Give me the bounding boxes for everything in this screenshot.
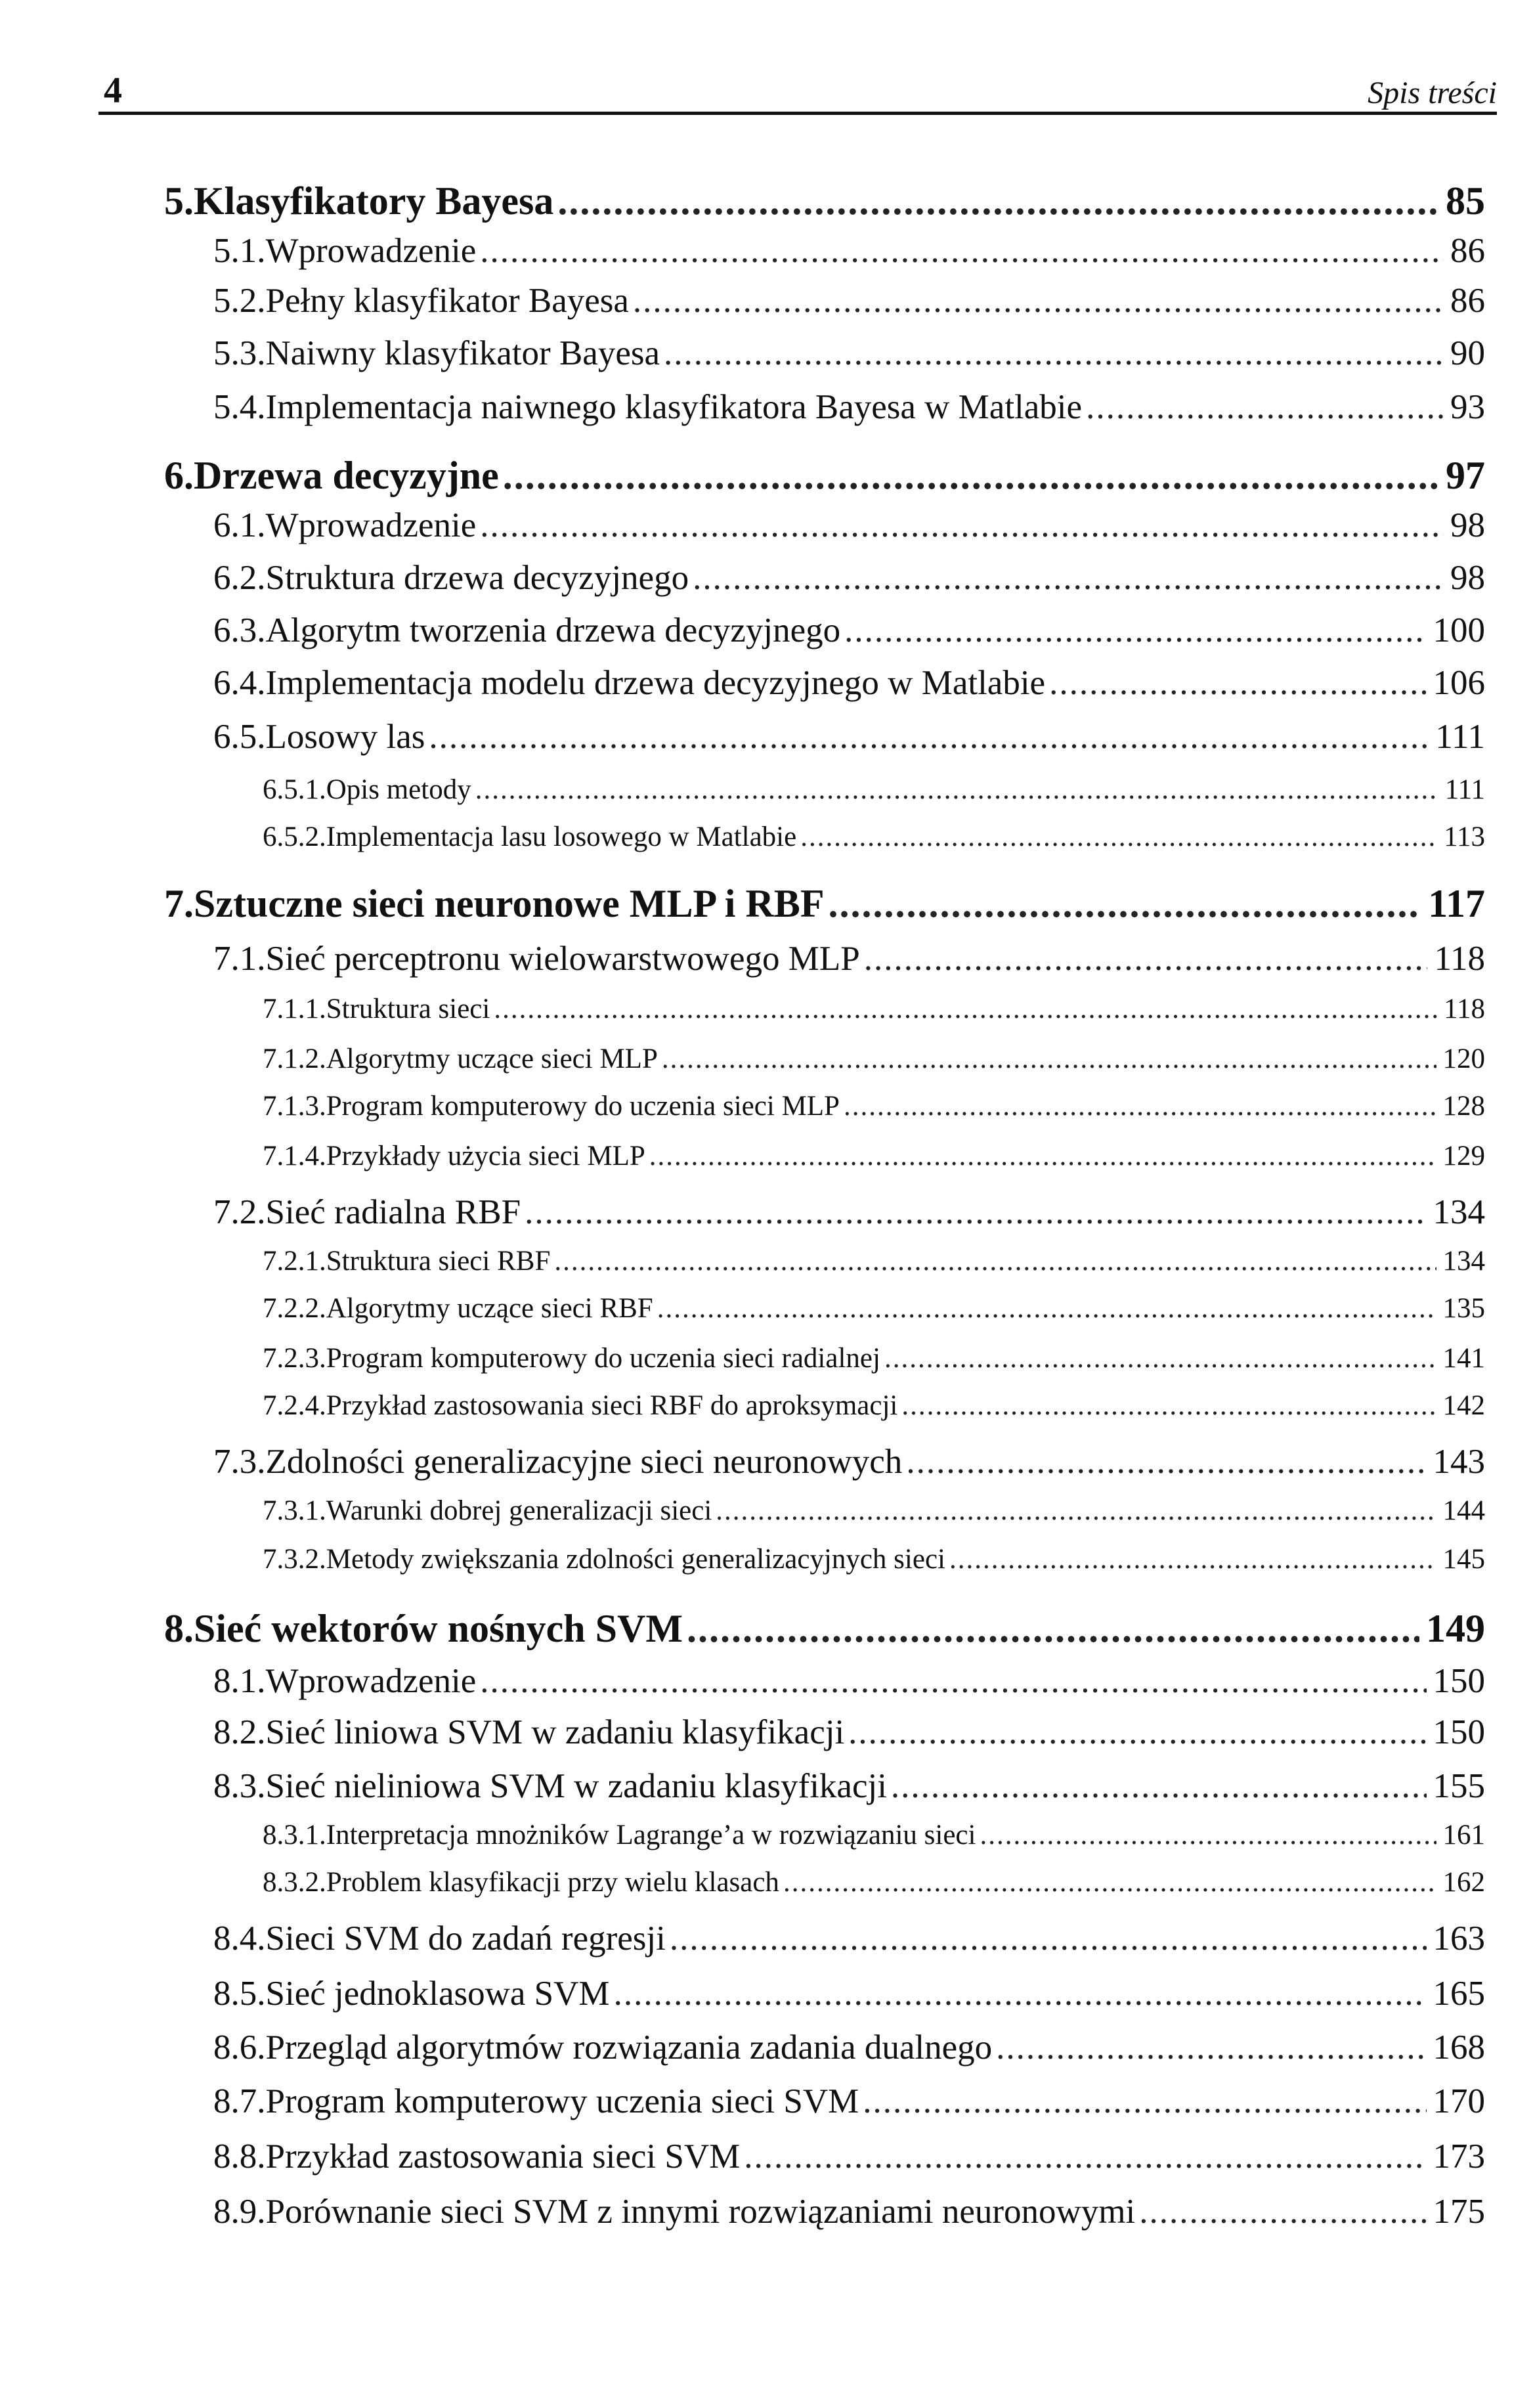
toc-entry-title: Metody zwiększania zdolności generalizacyjnych sieci — [326, 1544, 945, 1575]
toc-entry-number: 8.5. — [213, 1975, 266, 2013]
dot-leader — [1086, 387, 1444, 427]
toc-entry-title: Algorytmy uczące sieci MLP — [326, 1043, 658, 1074]
dot-leader — [693, 558, 1444, 598]
toc-entry-title: Sieć radialna RBF — [265, 1193, 521, 1231]
dot-leader — [687, 1606, 1419, 1652]
toc-entry — [213, 2192, 1485, 2231]
toc-entry-title: Sieć wektorów nośnych SVM — [194, 1607, 683, 1650]
dot-leader — [800, 821, 1437, 853]
toc-entry-page: 162 — [1442, 1867, 1485, 1898]
toc-entry — [213, 2137, 1485, 2176]
toc-entry-number: 8.8. — [213, 2137, 266, 2176]
toc-entry-page: 135 — [1442, 1293, 1485, 1324]
dot-leader — [848, 1713, 1426, 1752]
toc-entry-number: 6.5.1. — [263, 774, 326, 805]
toc-entry-number: 8.4. — [213, 1919, 266, 1958]
dot-leader — [884, 1342, 1436, 1374]
page-number: 4 — [104, 70, 122, 111]
dot-leader — [716, 1495, 1436, 1527]
toc-entry-number: 7.1.3. — [263, 1091, 326, 1122]
toc-entry-number: 7.2.1. — [263, 1246, 326, 1277]
toc-entry-title: Przykład zastosowania sieci SVM — [265, 2137, 741, 2176]
toc-entry-number: 7.3.1. — [263, 1495, 326, 1526]
dot-leader — [1139, 2192, 1426, 2231]
toc-entry — [213, 1766, 1485, 1806]
toc-entry — [213, 1193, 1485, 1232]
toc-entry-page: 161 — [1442, 1820, 1485, 1850]
toc-entry-page: 155 — [1433, 1767, 1485, 1805]
toc-entry-page: 118 — [1434, 940, 1485, 978]
toc-entry — [263, 774, 1485, 806]
toc-entry-title: Wprowadzenie — [265, 1662, 477, 1700]
toc-entry-page: 165 — [1433, 1975, 1485, 2013]
toc-entry-number: 8.3.2. — [263, 1867, 326, 1898]
toc-entry-page: 163 — [1433, 1919, 1485, 1958]
toc-entry-title: Losowy las — [265, 718, 425, 756]
toc-entry-title: Program komputerowy do uczenia sieci radialnej — [326, 1343, 880, 1374]
toc-entry-number: 5.3. — [213, 334, 266, 372]
dot-leader — [828, 881, 1421, 927]
toc-entry — [263, 993, 1485, 1025]
dot-leader — [633, 281, 1444, 320]
dot-leader — [864, 939, 1428, 978]
toc-entry-page: 86 — [1450, 282, 1485, 320]
toc-entry-page: 143 — [1433, 1443, 1485, 1481]
toc-entry — [213, 2082, 1485, 2121]
toc-entry-page: 141 — [1442, 1343, 1485, 1374]
dot-leader — [949, 1543, 1436, 1575]
toc-entry-title: Sieci SVM do zadań regresji — [265, 1919, 666, 1958]
toc-entry-title: Porównanie sieci SVM z innymi rozwiązaniami neuronowymi — [265, 2193, 1136, 2231]
toc-entry-title: Sztuczne sieci neuronowe MLP i RBF — [194, 882, 825, 925]
toc-entry-number: 7.2.2. — [263, 1293, 326, 1324]
toc-entry-title: Struktura sieci RBF — [326, 1246, 551, 1277]
toc-entry — [263, 1866, 1485, 1898]
toc-entry — [213, 2028, 1485, 2067]
toc-entry — [263, 1090, 1485, 1122]
toc-entry-page: 120 — [1442, 1043, 1485, 1074]
toc-entry-number: 6.4. — [213, 664, 266, 702]
toc-entry-title: Problem klasyfikacji przy wielu klasach — [326, 1867, 779, 1898]
toc-entry-number: 8.3.1. — [263, 1820, 326, 1850]
toc-entry-number: 7.2.4. — [263, 1390, 326, 1421]
toc-entry-number: 7.1. — [213, 940, 266, 978]
toc-entry-title: Sieć jednoklasowa SVM — [265, 1975, 610, 2013]
toc-entry-number: 7.1.2. — [263, 1043, 326, 1074]
dot-leader — [844, 1090, 1436, 1122]
toc-entry-title: Sieć perceptronu wielowarstwowego MLP — [265, 940, 860, 978]
toc-entry-number: 6.5. — [213, 718, 266, 756]
dot-leader — [783, 1866, 1436, 1898]
toc-entry-page: 168 — [1433, 2028, 1485, 2067]
toc-entry-title: Opis metody — [326, 774, 471, 805]
toc-entry — [213, 334, 1485, 373]
toc-entry-title: Wprowadzenie — [265, 506, 477, 544]
toc-entry-page: 118 — [1444, 994, 1485, 1024]
toc-entry-number: 5. — [164, 179, 194, 223]
toc-entry-page: 175 — [1433, 2193, 1485, 2231]
dot-leader — [480, 506, 1444, 545]
toc-entry-number: 8. — [164, 1607, 194, 1650]
toc-entry-page: 100 — [1433, 611, 1485, 649]
dot-leader — [480, 1661, 1426, 1701]
toc-entry — [263, 1043, 1485, 1075]
toc-entry-title: Warunki dobrej generalizacji sieci — [326, 1495, 712, 1526]
dot-leader — [557, 179, 1439, 224]
toc-entry-number: 7.1.4. — [263, 1141, 326, 1171]
toc-entry-page: 170 — [1433, 2082, 1485, 2120]
toc-entry-number: 8.9. — [213, 2193, 266, 2231]
toc-entry-number: 7.3. — [213, 1443, 266, 1481]
toc-entry-number: 5.1. — [213, 232, 266, 270]
toc-entry-number: 7.2.3. — [263, 1343, 326, 1374]
toc-entry-page: 142 — [1442, 1390, 1485, 1421]
toc-entry — [263, 821, 1485, 853]
toc-entry — [164, 453, 1485, 498]
toc-entry — [213, 717, 1485, 756]
toc-entry-page: 97 — [1446, 454, 1485, 497]
toc-entry-number: 8.6. — [213, 2028, 266, 2067]
toc-entry — [263, 1390, 1485, 1422]
toc-entry-number: 5.4. — [213, 388, 266, 426]
toc-entry-title: Przykład zastosowania sieci RBF do aproksymacji — [326, 1390, 898, 1421]
toc-entry-number: 6.2. — [213, 559, 266, 597]
toc-entry — [213, 387, 1485, 427]
toc-entry-title: Sieć nieliniowa SVM w zadaniu klasyfikacji — [265, 1767, 887, 1805]
dot-leader — [980, 1819, 1436, 1851]
toc-entry — [213, 506, 1485, 545]
toc-entry — [164, 881, 1485, 927]
toc-entry-number: 7.2. — [213, 1193, 266, 1231]
toc-entry-page: 113 — [1444, 821, 1485, 852]
toc-entry-page: 145 — [1442, 1544, 1485, 1575]
toc-entry-title: Przykłady użycia sieci MLP — [326, 1141, 645, 1171]
toc-entry — [263, 1819, 1485, 1851]
dot-leader — [429, 717, 1429, 756]
dot-leader — [891, 1766, 1427, 1806]
toc-entry — [164, 1606, 1485, 1652]
toc-entry-number: 6.3. — [213, 611, 266, 649]
toc-entry — [213, 1974, 1485, 2013]
toc-entry — [263, 1245, 1485, 1277]
toc-entry — [213, 231, 1485, 271]
dot-leader — [844, 611, 1426, 650]
toc-entry — [263, 1342, 1485, 1374]
toc-entry-page: 111 — [1444, 774, 1485, 805]
toc-entry-page: 98 — [1450, 559, 1485, 597]
toc-entry-page: 85 — [1446, 179, 1485, 223]
toc-entry-title: Sieć liniowa SVM w zadaniu klasyfikacji — [265, 1713, 845, 1751]
toc-entry-page: 173 — [1433, 2137, 1485, 2176]
toc-entry-title: Algorytm tworzenia drzewa decyzyjnego — [265, 611, 841, 649]
dot-leader — [662, 1043, 1436, 1075]
toc-entry-number: 8.2. — [213, 1713, 266, 1751]
toc-entry — [263, 1292, 1485, 1324]
toc-entry-title: Implementacja naiwnego klasyfikatora Bayesa w Matlabie — [265, 388, 1083, 426]
toc-entry-page: 90 — [1450, 334, 1485, 372]
toc-entry-title: Interpretacja mnożników Lagrange’a w rozwiązaniu sieci — [326, 1820, 976, 1850]
toc-entry-number: 7.3.2. — [263, 1544, 326, 1575]
toc-entry-title: Drzewa decyzyjne — [194, 454, 499, 497]
toc-entry-page: 93 — [1450, 388, 1485, 426]
toc-entry-number: 7.1.1. — [263, 994, 326, 1024]
toc-entry-title: Wprowadzenie — [265, 232, 477, 270]
toc-entry — [213, 558, 1485, 598]
dot-leader — [657, 1292, 1436, 1324]
dot-leader — [670, 1919, 1427, 1958]
toc-entry-page: 149 — [1426, 1607, 1485, 1650]
dot-leader — [996, 2028, 1426, 2067]
toc-entry — [213, 663, 1485, 703]
toc-entry-title: Klasyfikatory Bayesa — [194, 179, 554, 223]
toc-entry-number: 6. — [164, 454, 194, 497]
toc-entry — [213, 281, 1485, 320]
toc-entry-title: Algorytmy uczące sieci RBF — [326, 1293, 653, 1324]
toc-entry-number: 6.1. — [213, 506, 266, 544]
toc-entry-title: Program komputerowy do uczenia sieci MLP — [326, 1091, 840, 1122]
dot-leader — [664, 334, 1444, 373]
toc-entry-page: 134 — [1433, 1193, 1485, 1231]
toc-entry-page: 111 — [1435, 718, 1485, 756]
toc-entry-page: 117 — [1428, 882, 1485, 925]
toc-entry-title: Struktura drzewa decyzyjnego — [265, 559, 689, 597]
toc-entry-number: 7. — [164, 882, 194, 925]
dot-leader — [525, 1193, 1426, 1232]
toc-entry-number: 8.1. — [213, 1662, 266, 1700]
dot-leader — [906, 1442, 1426, 1481]
dot-leader — [614, 1974, 1427, 2013]
toc-entry-number: 5.2. — [213, 282, 266, 320]
toc-entry — [213, 1661, 1485, 1701]
dot-leader — [744, 2137, 1426, 2176]
dot-leader — [475, 774, 1438, 806]
toc-entry-number: 6.5.2. — [263, 821, 326, 852]
dot-leader — [901, 1390, 1436, 1422]
dot-leader — [480, 231, 1444, 271]
dot-leader — [649, 1140, 1436, 1172]
toc-entry — [213, 611, 1485, 650]
toc-entry-title: Implementacja modelu drzewa decyzyjnego w Matlabie — [265, 664, 1046, 702]
toc-entry — [213, 1919, 1485, 1958]
toc-entry — [213, 939, 1485, 978]
toc-entry-title: Struktura sieci — [326, 994, 490, 1024]
toc-entry-title: Pełny klasyfikator Bayesa — [265, 282, 629, 320]
toc-entry-title: Program komputerowy uczenia sieci SVM — [265, 2082, 859, 2120]
toc-entry-number: 8.7. — [213, 2082, 266, 2120]
toc-entry — [263, 1543, 1485, 1575]
toc-entry-page: 86 — [1450, 232, 1485, 270]
toc-entry — [263, 1495, 1485, 1527]
dot-leader — [1049, 663, 1426, 703]
toc-entry-page: 150 — [1433, 1713, 1485, 1751]
toc-entry-page: 144 — [1442, 1495, 1485, 1526]
toc-entry-page: 134 — [1442, 1246, 1485, 1277]
toc-entry — [164, 179, 1485, 224]
dot-leader — [503, 453, 1439, 498]
toc-entry-page: 98 — [1450, 506, 1485, 544]
dot-leader — [554, 1245, 1436, 1277]
dot-leader — [494, 993, 1437, 1025]
toc-entry — [213, 1442, 1485, 1481]
toc-entry-page: 106 — [1433, 664, 1485, 702]
toc-entry-title: Przegląd algorytmów rozwiązania zadania dualnego — [265, 2028, 993, 2067]
toc-entry-title: Naiwny klasyfikator Bayesa — [265, 334, 660, 372]
toc-entry-page: 128 — [1442, 1091, 1485, 1122]
running-head: Spis treści — [1368, 76, 1497, 110]
toc-entry-page: 129 — [1442, 1141, 1485, 1171]
toc-entry — [263, 1140, 1485, 1172]
toc-entry-page: 150 — [1433, 1662, 1485, 1700]
toc-entry — [213, 1713, 1485, 1752]
toc-entry-title: Implementacja lasu losowego w Matlabie — [326, 821, 797, 852]
toc-entry-title: Zdolności generalizacyjne sieci neuronowych — [265, 1443, 903, 1481]
dot-leader — [863, 2082, 1426, 2121]
toc-entry-number: 8.3. — [213, 1767, 266, 1805]
